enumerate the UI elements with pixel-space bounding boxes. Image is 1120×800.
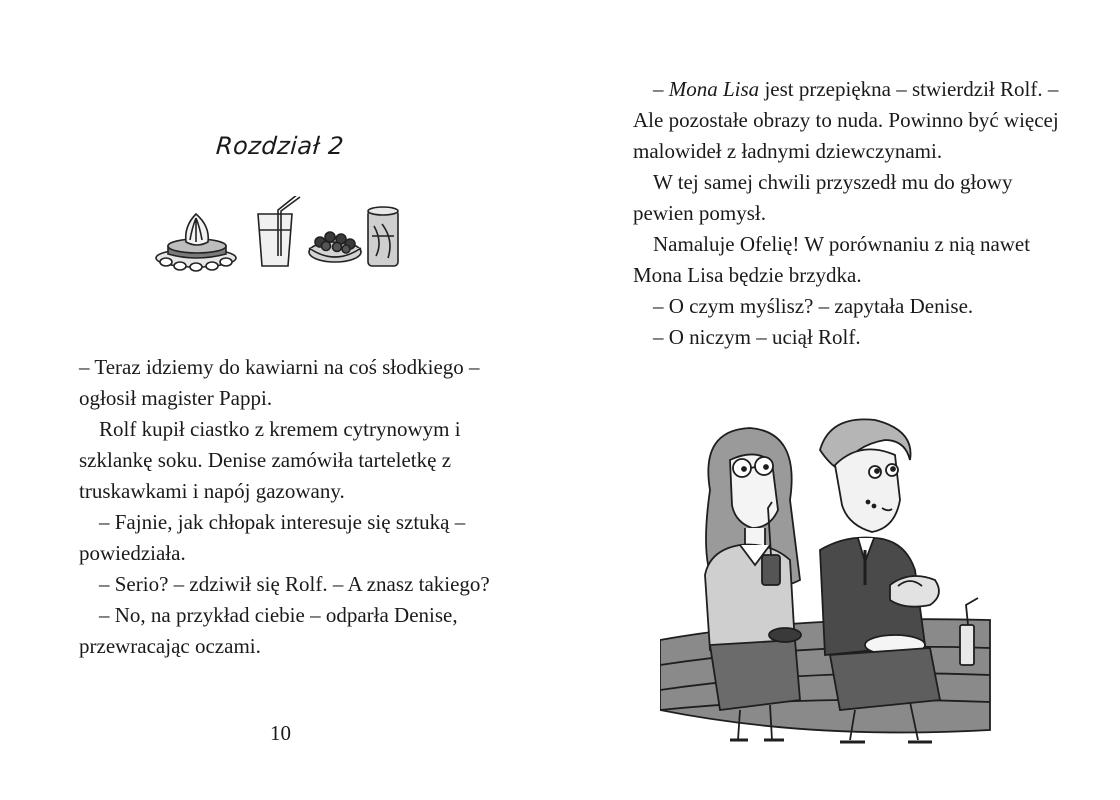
paragraph: – O czym myślisz? – zapytała Denise. — [653, 294, 974, 318]
cafe-food-illustration — [150, 196, 420, 278]
paragraph: – O niczym – uciął Rolf. — [653, 325, 861, 349]
paragraph: – Serio? – zdziwił się Rolf. – A znasz takiego? — [99, 572, 490, 596]
left-page-text — [79, 352, 499, 662]
dialogue-dash: – — [653, 77, 669, 101]
paragraph-rest: jest przepiękna – stwierdził Rolf. – Ale pozostałe obrazy to nuda. Powinno być więcej malowideł z ładnymi dziewczynami. — [633, 77, 1059, 163]
painting-title: Mona Lisa — [668, 77, 760, 101]
paragraph: – Teraz idziemy do kawiarni na coś słodkiego – ogłosił magister Pappi. — [79, 355, 480, 410]
paragraph: – Fajnie, jak chłopak interesuje się sztuką – powiedziała. — [79, 510, 466, 565]
chapter-title: Rozdział 2 — [215, 132, 345, 160]
right-page-text — [633, 74, 1073, 353]
paragraph: – No, na przykład ciebie – odparła Denise, przewracając oczami. — [79, 603, 458, 658]
paragraph — [633, 74, 1073, 167]
paragraph: Rolf kupił ciastko z kremem cytrynowym i szklankę soku. Denise zamówiła tarteletkę z truskawkami i napój gazowany. — [79, 417, 461, 503]
denise-and-rolf-illustration — [660, 410, 1000, 750]
paragraph: Namaluje Ofelię! W porównaniu z nią nawet Mona Lisa będzie brzydka. — [633, 232, 1031, 287]
paragraph: W tej samej chwili przyszedł mu do głowy pewien pomysł. — [633, 170, 1013, 225]
page-number: 10 — [270, 721, 291, 745]
